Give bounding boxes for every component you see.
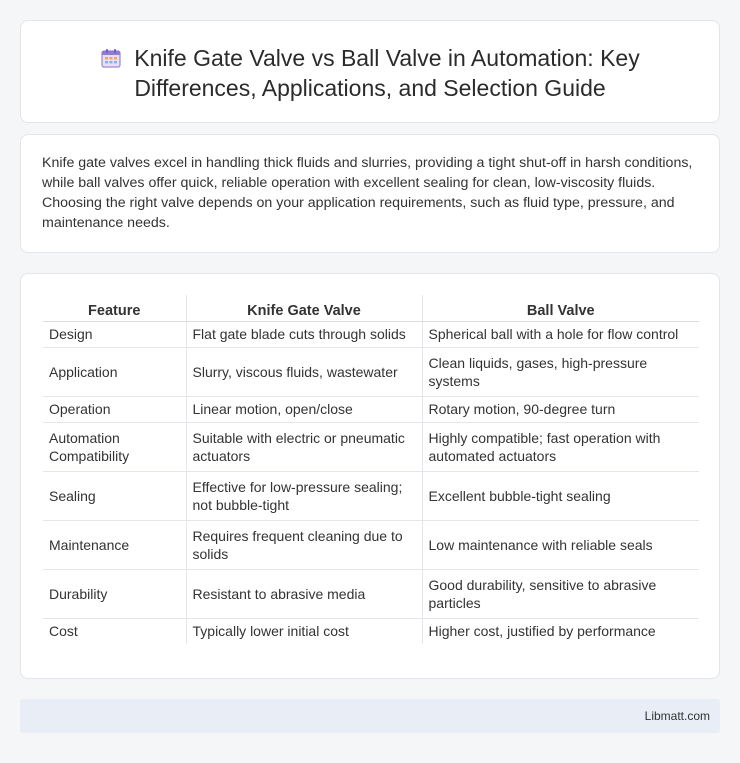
footer-bar	[20, 699, 720, 733]
row-ball-valve: Highly compatible; fast operation with automated actuators	[422, 422, 699, 471]
row-knife-gate: Slurry, viscous fluids, wastewater	[186, 347, 422, 396]
row-ball-valve: Low maintenance with reliable seals	[422, 520, 699, 569]
row-feature: Application	[43, 347, 186, 396]
summary-card	[20, 134, 720, 253]
table-row	[43, 396, 699, 422]
table-row	[43, 618, 699, 644]
comparison-card	[20, 273, 720, 679]
row-feature: Cost	[49, 623, 78, 640]
column-header-feature: Feature	[43, 295, 186, 321]
row-knife-gate: Linear motion, open/close	[186, 396, 422, 422]
row-feature: Automation Compatibility	[43, 422, 186, 471]
row-knife-gate: Resistant to abrasive media	[186, 569, 422, 618]
table-row	[43, 520, 699, 569]
row-feature: Sealing	[43, 471, 186, 520]
row-knife-gate: Typically lower initial cost	[186, 618, 422, 644]
page-title-wrap	[21, 43, 719, 103]
table-header-row	[43, 295, 699, 321]
row-ball-valve: Rotary motion, 90-degree turn	[422, 396, 699, 422]
table-row	[43, 471, 699, 520]
row-feature: Design	[43, 321, 186, 347]
footer-site-link[interactable]: Libmatt.com	[644, 709, 710, 723]
row-ball-valve: Good durability, sensitive to abrasive particles	[422, 569, 699, 618]
table-row	[43, 422, 699, 471]
row-feature: Durability	[43, 569, 186, 618]
row-knife-gate: Flat gate blade cuts through solids	[186, 321, 422, 347]
title-card	[20, 20, 720, 123]
table-row	[43, 321, 699, 347]
row-ball-valve: Excellent bubble-tight sealing	[422, 471, 699, 520]
summary-text: Knife gate valves excel in handling thick fluids and slurries, providing a tight shut-off in harsh conditions, while ball valves offer quick, reliable operation with excellent sealing for clean, low-viscosity fluids. Choosing the right valve depends on your application requirements, such as fluid type, pressure, and maintenance needs.	[42, 155, 693, 231]
row-knife-gate: Suitable with electric or pneumatic actuators	[186, 422, 422, 471]
page-title: Knife Gate Valve vs Ball Valve in Automation: Key Differences, Applications, and Selection Guide	[134, 45, 640, 101]
calendar-icon	[100, 47, 122, 69]
row-knife-gate: Requires frequent cleaning due to solids	[186, 520, 422, 569]
column-header-knife-gate: Knife Gate Valve	[186, 295, 422, 321]
row-knife-gate: Effective for low-pressure sealing; not bubble-tight	[186, 471, 422, 520]
row-ball-valve: Spherical ball with a hole for flow control	[422, 321, 699, 347]
row-feature: Operation	[43, 396, 186, 422]
table-row	[43, 569, 699, 618]
table-row	[43, 347, 699, 396]
row-feature: Maintenance	[43, 520, 186, 569]
row-ball-valve: Clean liquids, gases, high-pressure systems	[422, 347, 699, 396]
column-header-ball-valve: Ball Valve	[422, 295, 699, 321]
row-ball-valve: Higher cost, justified by performance	[422, 618, 699, 644]
comparison-table	[43, 295, 699, 644]
